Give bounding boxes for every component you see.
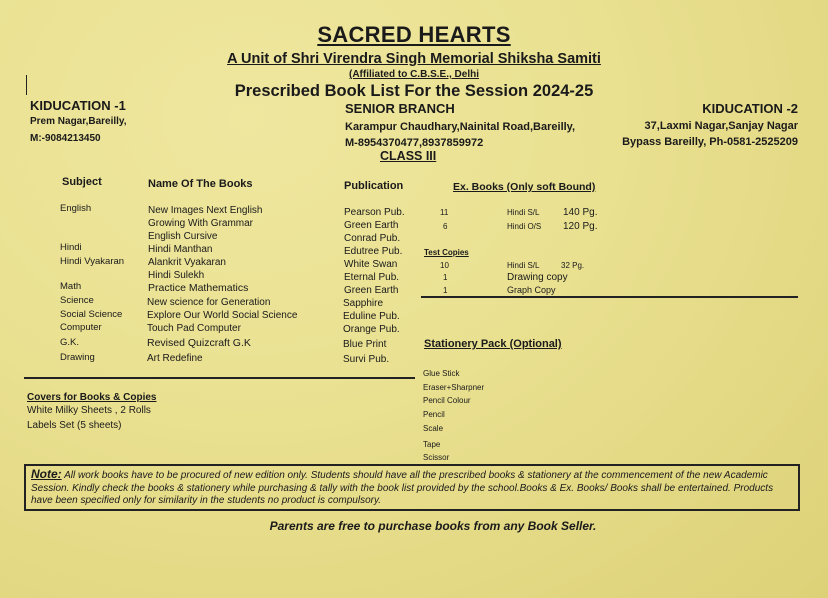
book-cell: Growing With Grammar [148, 218, 254, 229]
branch-center-name: SENIOR BRANCH [345, 101, 455, 116]
branch-center-phone: M-8954370477,8937859972 [345, 137, 484, 149]
publication-cell: Green Earth [344, 285, 399, 296]
ex-book-qty: 11 [440, 208, 449, 217]
branch-right-address: 37,Laxmi Nagar,Sanjay Nagar [644, 120, 798, 132]
branch-center-address: Karampur Chaudhary,Nainital Road,Bareilly, [345, 121, 576, 133]
note-text: All work books have to be procured of new edition only. Students should have all the prescribed books & stationery at the commencement of the new Academic Session. Kindly check the books & stationery while purchasing & tally with the book list provided by the school.Books & Ex. Books/ Books shall be entertained. Products have been specified only for similarity in the students no product is compulsory. [31, 470, 774, 506]
test-copy-pages: 32 Pg. [561, 261, 585, 270]
test-copy-type: Graph Copy [507, 285, 556, 295]
test-copies-header: Test Copies [424, 248, 469, 257]
publication-cell: Eduline Pub. [343, 311, 400, 322]
covers-line2: Labels Set (5 sheets) [27, 420, 122, 431]
publication-cell: Orange Pub. [343, 324, 400, 335]
ex-book-type: Hindi S/L [507, 208, 540, 217]
stationery-item: Pencil Colour [423, 396, 471, 405]
note-label: Note: [31, 467, 62, 481]
note-box [24, 464, 800, 511]
subject-cell: Computer [60, 322, 102, 333]
ex-book-pages: 140 Pg. [563, 207, 598, 218]
book-cell: New science for Generation [147, 297, 271, 308]
stationery-item: Eraser+Sharpner [423, 383, 485, 392]
note-paragraph [31, 468, 791, 508]
publication-cell: Green Earth [344, 220, 399, 231]
stationery-item: Scissor [423, 453, 450, 462]
covers-line1: White Milky Sheets , 2 Rolls [27, 405, 151, 416]
publication-cell: Survi Pub. [343, 354, 390, 365]
header-books: Name Of The Books [148, 178, 253, 190]
covers-header: Covers for Books & Copies [27, 392, 157, 403]
book-cell: English Cursive [148, 231, 218, 242]
book-cell: Hindi Sulekh [148, 270, 205, 281]
test-copy-qty: 1 [443, 286, 448, 295]
subject-cell: Hindi [60, 242, 82, 253]
school-name: SACRED HEARTS [317, 22, 511, 47]
book-cell: Revised Quizcraft G.K [147, 337, 251, 349]
ex-book-qty: 6 [443, 222, 448, 231]
stationery-item: Glue Stick [423, 369, 460, 378]
test-copy-type: Hindi S/L [507, 261, 540, 270]
publication-cell: Pearson Pub. [344, 207, 405, 218]
ex-book-pages: 120 Pg. [563, 221, 598, 232]
book-cell: Touch Pad Computer [147, 323, 241, 334]
branch-right-phone: Bypass Bareilly, Ph-0581-2525209 [622, 136, 798, 148]
publication-cell: White Swan [344, 259, 398, 270]
branch-left-phone: M:-9084213450 [30, 133, 101, 144]
publication-cell: Eternal Pub. [344, 272, 400, 283]
book-cell: Explore Our World Social Science [147, 310, 298, 321]
book-cell: New Images Next English [148, 205, 263, 216]
branch-left-name: KIDUCATION -1 [30, 98, 126, 113]
subject-cell: Hindi Vyakaran [60, 256, 125, 267]
publication-cell: Sapphire [343, 298, 384, 309]
affiliation: (Affiliated to C.B.S.E., Delhi [348, 69, 479, 80]
branch-left-address: Prem Nagar,Bareilly, [30, 116, 127, 127]
margin-mark [26, 75, 27, 95]
subject-cell: Drawing [60, 352, 95, 363]
publication-cell: Blue Print [343, 339, 387, 350]
book-cell: Art Redefine [147, 353, 203, 364]
subject-cell: Math [60, 281, 82, 292]
school-unit: A Unit of Shri Virendra Singh Memorial Shiksha Samiti [227, 51, 601, 67]
stationery-item: Pencil [423, 410, 445, 419]
ex-books-header: Ex. Books (Only soft Bound) [453, 181, 596, 193]
publication-cell: Conrad Pub. [344, 233, 401, 244]
stationery-header: Stationery Pack (Optional) [424, 338, 562, 350]
subject-cell: Social Science [60, 309, 123, 320]
header-publication: Publication [344, 180, 404, 192]
class-label: CLASS III [380, 149, 437, 163]
test-copy-qty: 1 [443, 273, 448, 282]
publication-cell: Edutree Pub. [344, 246, 403, 257]
book-cell: Hindi Manthan [148, 244, 213, 255]
subject-cell: English [60, 203, 92, 214]
book-cell: Alankrit Vyakaran [148, 257, 226, 268]
subject-cell: G.K. [60, 337, 80, 348]
divider-right [421, 296, 798, 298]
stationery-item: Scale [423, 424, 444, 433]
ex-book-type: Hindi O/S [507, 222, 542, 231]
session-title: Prescribed Book List For the Session 2024-25 [234, 82, 594, 100]
test-copy-qty: 10 [440, 261, 449, 270]
header-subject: Subject [62, 176, 102, 188]
subject-cell: Science [60, 295, 94, 306]
test-copy-type: Drawing copy [507, 272, 568, 283]
book-cell: Practice Mathematics [148, 282, 249, 294]
stationery-item: Tape [423, 440, 441, 449]
divider-left [24, 377, 415, 379]
footer-text: Parents are free to purchase books from any Book Seller. [269, 519, 597, 533]
branch-right-name: KIDUCATION -2 [702, 101, 798, 116]
